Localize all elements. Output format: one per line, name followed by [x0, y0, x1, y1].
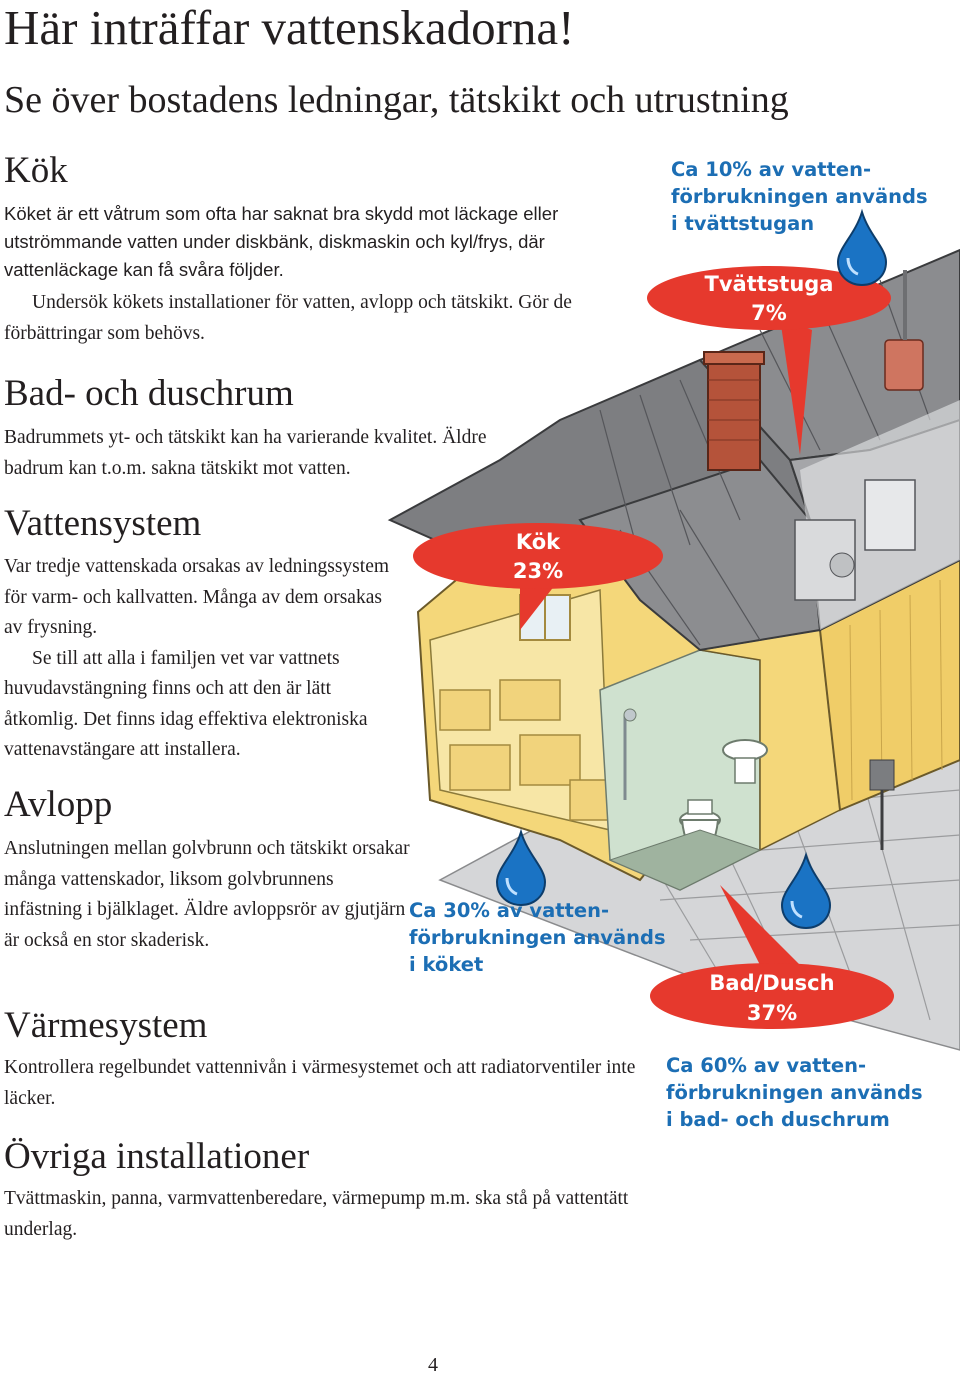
stat-bad-line-3: i bad- och duschrum	[666, 1108, 890, 1131]
section-kok-body	[4, 200, 644, 349]
badge-tvattstuga-percent: 7%	[751, 301, 787, 325]
page-number: 4	[428, 1354, 438, 1376]
section-bad-paragraph-1: Badrummets yt- och tätskikt kan ha varierande kvalitet. Äldre badrum kan t.o.m. sakna tätskikt mot vatten.	[4, 427, 487, 479]
badge-tvattstuga-label: Tvättstuga	[704, 272, 834, 296]
section-ovriga-heading: Övriga installationer	[4, 1136, 310, 1177]
stat-tvattstuga	[671, 156, 928, 237]
section-kok-paragraph-2: Undersök kökets installationer för vatten, avlopp och tätskikt. Gör de förbättringar som behövs.	[4, 292, 572, 344]
stat-bad-line-2: förbrukningen används	[666, 1081, 923, 1104]
section-vattensystem-heading: Vattensystem	[4, 503, 202, 544]
section-varmesystem-paragraph-1: Kontrollera regelbundet vattennivån i värmesystemet och att radiatorventiler inte läcker.	[4, 1057, 636, 1109]
section-avlopp-body	[4, 834, 414, 956]
section-avlopp-paragraph-1: Anslutningen mellan golvbrunn och tätskikt orsakar många vattenskador, liksom golvbrunnens infästning i bjälklaget. Äldre avloppsrör av gjutjärn är också en stor skaderisk.	[4, 838, 410, 951]
section-bad-body	[4, 423, 534, 484]
section-ovriga-body	[4, 1184, 644, 1245]
stat-kok-line-2: förbrukningen används	[409, 926, 666, 949]
stat-bad-line-1: Ca 60% av vatten-	[666, 1054, 867, 1077]
section-vattensystem-paragraph-2: Se till att alla i familjen vet var vattnets huvudavstängning finns och att den är lätt åtkomlig. Det finns idag effektiva elektroniska vattenavstängare att installera.	[4, 647, 368, 760]
stat-tvattstuga-line-1: Ca 10% av vatten-	[671, 158, 872, 181]
section-vattensystem-body	[4, 552, 396, 766]
stat-kok	[409, 897, 666, 978]
section-varmesystem-heading: Värmesystem	[4, 1005, 208, 1046]
stat-kok-line-1: Ca 30% av vatten-	[409, 899, 610, 922]
stat-tvattstuga-line-2: förbrukningen används	[671, 185, 928, 208]
badge-kok-label: Kök	[515, 530, 561, 554]
section-kok-heading: Kök	[4, 150, 68, 191]
stat-bad	[666, 1052, 923, 1133]
section-avlopp-heading: Avlopp	[4, 784, 113, 825]
section-varmesystem-body	[4, 1053, 644, 1114]
section-vattensystem-paragraph-1: Var tredje vattenskada orsakas av ledningssystem för varm- och kallvatten. Många av dem orsakas av frysning.	[4, 556, 390, 638]
section-kok-paragraph-1: Köket är ett våtrum som ofta har saknat bra skydd mot läckage eller utströmmande vatten under diskbänk, diskmaskin och kyl/frys, där vattenläckage kan få svåra följder.	[4, 203, 559, 280]
section-ovriga-paragraph-1: Tvättmaskin, panna, varmvattenberedare, värmepump m.m. ska stå på vattentätt underlag.	[4, 1188, 629, 1240]
page-subtitle: Se över bostadens ledningar, tätskikt och utrustning	[4, 79, 789, 121]
section-bad-heading: Bad- och duschrum	[4, 373, 294, 414]
badge-bad-percent: 37%	[746, 1001, 798, 1025]
stat-tvattstuga-line-3: i tvättstugan	[671, 212, 815, 235]
page-title: Här inträffar vattenskadorna!	[4, 0, 575, 55]
stat-kok-line-3: i köket	[409, 953, 484, 976]
badge-kok-percent: 23%	[512, 559, 564, 583]
badge-bad-label: Bad/Dusch	[709, 971, 835, 995]
